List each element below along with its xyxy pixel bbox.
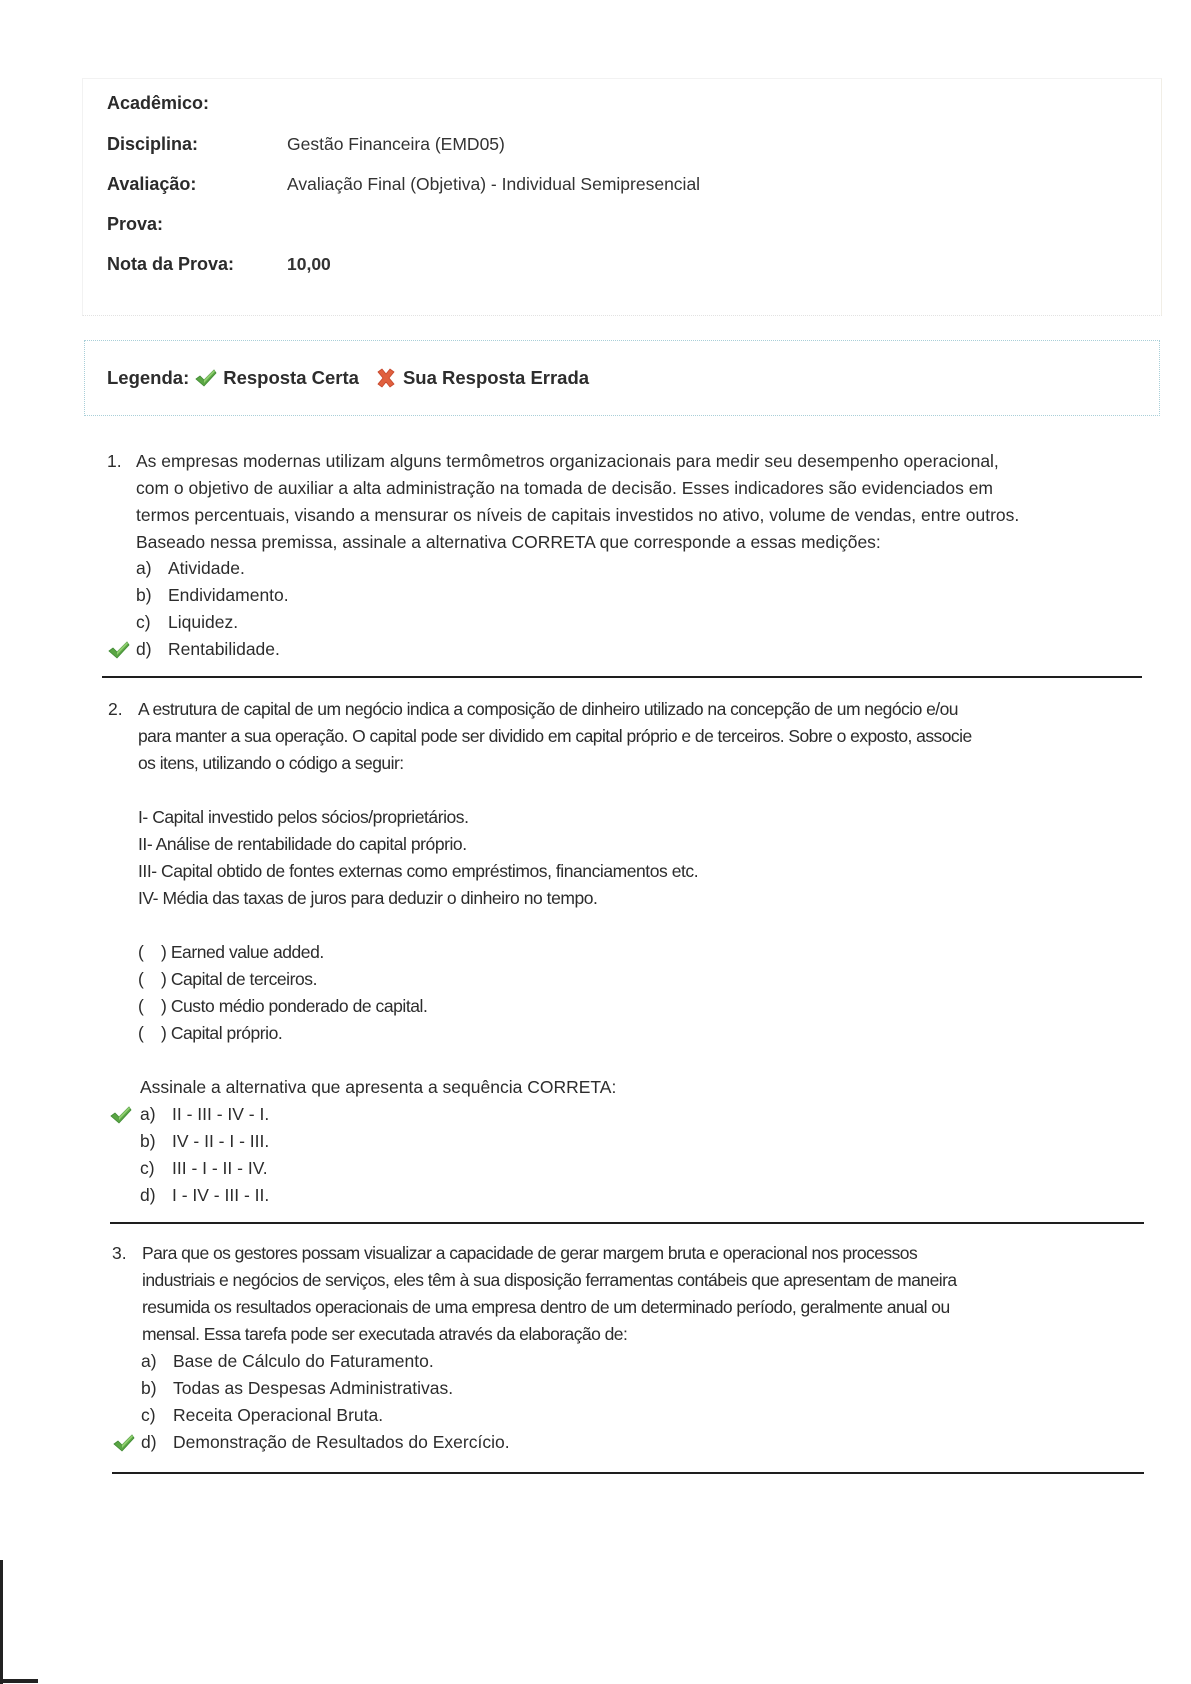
association-item: IV- Média das taxas de juros para deduzir o dinheiro no tempo. xyxy=(138,888,598,908)
option-b xyxy=(141,1375,453,1402)
info-row-prova xyxy=(107,209,287,239)
question-text xyxy=(136,448,1126,556)
option-c xyxy=(141,1402,383,1429)
question-text-line: Para que os gestores possam visualizar a capacidade de gerar margem bruta e operacional nos processos xyxy=(142,1243,918,1263)
scan-edge-bottom xyxy=(0,1679,38,1683)
option-text: Liquidez. xyxy=(168,612,239,632)
association-blank: ( ) Custo médio ponderado de capital. xyxy=(138,996,428,1016)
association-item: II- Análise de rentabilidade do capital próprio. xyxy=(138,834,467,854)
info-row-avaliacao xyxy=(107,169,700,199)
exam-score: 10,00 xyxy=(287,253,331,274)
option-text: Demonstração de Resultados do Exercício. xyxy=(173,1432,510,1452)
info-value: Gestão Financeira (EMD05) xyxy=(287,133,505,154)
association-item: I- Capital investido pelos sócios/proprietários. xyxy=(138,807,469,827)
option-text: Atividade. xyxy=(168,558,245,578)
association-blank: ( ) Capital próprio. xyxy=(138,1023,283,1043)
legend-box xyxy=(84,340,1160,416)
check-icon xyxy=(113,1433,135,1453)
option-letter: b) xyxy=(136,585,152,605)
legend-label: Legenda: xyxy=(107,367,190,388)
legend xyxy=(107,367,589,389)
option-letter: d) xyxy=(141,1432,157,1452)
question-number: 3. xyxy=(112,1243,127,1263)
question-text-line: resumida os resultados operacionais de uma empresa dentro de um determinado período, geralmente anual ou xyxy=(142,1297,950,1317)
cross-icon xyxy=(375,368,397,388)
option-text: Todas as Despesas Administrativas. xyxy=(173,1378,454,1398)
option-text: IV - II - I - III. xyxy=(172,1131,270,1151)
question-divider xyxy=(110,1222,1144,1224)
exam-info-box xyxy=(82,78,1162,316)
question-number: 2. xyxy=(108,699,123,719)
question-text-line: A estrutura de capital de um negócio indica a composição de dinheiro utilizado na concepção de um negócio e/ou xyxy=(138,699,958,719)
legend-wrong xyxy=(359,367,589,389)
option-text: III - I - II - IV. xyxy=(172,1158,268,1178)
option-text: Receita Operacional Bruta. xyxy=(173,1405,384,1425)
option-letter: b) xyxy=(140,1131,156,1151)
option-letter: d) xyxy=(140,1185,156,1205)
info-value: Avaliação Final (Objetiva) - Individual Semipresencial xyxy=(287,173,701,194)
option-letter: d) xyxy=(136,639,152,659)
option-a xyxy=(140,1101,269,1128)
option-text: Endividamento. xyxy=(168,585,289,605)
option-a xyxy=(141,1348,434,1375)
option-letter: a) xyxy=(136,558,152,578)
question-text-line: termos percentuais, visando a mensurar os níveis de capitais investidos no ativo, volume de vendas, entre outros. xyxy=(136,505,1020,525)
question-text-line: com o objetivo de auxiliar a alta administração na tomada de decisão. Esses indicadores são evidenciados em xyxy=(136,478,994,498)
question-number: 1. xyxy=(107,451,122,471)
question-text-line: os itens, utilizando o código a seguir: xyxy=(138,753,404,773)
option-letter: c) xyxy=(136,612,151,632)
info-row-academico xyxy=(107,88,287,118)
info-row-disciplina xyxy=(107,129,505,159)
scan-edge-left xyxy=(0,1560,3,1684)
option-d xyxy=(141,1429,510,1456)
question-text-line: industriais e negócios de serviços, eles têm à sua disposição ferramentas contábeis que apresentam de maneira xyxy=(142,1270,957,1290)
question-text-line: mensal. Essa tarefa pode ser executada através da elaboração de: xyxy=(142,1324,628,1344)
option-d xyxy=(140,1182,269,1209)
option-text: Rentabilidade. xyxy=(168,639,280,659)
association-blank: ( ) Capital de terceiros. xyxy=(138,969,317,989)
legend-correct-label: Resposta Certa xyxy=(223,367,359,388)
option-b xyxy=(136,582,289,609)
option-letter: a) xyxy=(141,1351,157,1371)
option-d xyxy=(136,636,280,663)
question-text-line: Baseado nessa premissa, assinale a alternativa CORRETA que corresponde a essas medições: xyxy=(136,532,881,552)
option-text: Base de Cálculo do Faturamento. xyxy=(173,1351,434,1371)
info-label: Prova: xyxy=(107,213,164,234)
option-b xyxy=(140,1128,269,1155)
legend-wrong-label: Sua Resposta Errada xyxy=(402,367,590,388)
info-label: Disciplina: xyxy=(107,133,199,154)
association-item: III- Capital obtido de fontes externas como empréstimos, financiamentos etc. xyxy=(138,861,699,881)
legend-correct xyxy=(189,367,359,389)
option-c xyxy=(136,609,238,636)
association-blank: ( ) Earned value added. xyxy=(138,942,324,962)
option-text: I - IV - III - II. xyxy=(172,1185,270,1205)
question-text-line: As empresas modernas utilizam alguns termômetros organizacionais para medir seu desempenho operacional, xyxy=(136,451,999,471)
option-c xyxy=(140,1155,268,1182)
check-icon xyxy=(108,640,130,660)
check-icon xyxy=(110,1105,132,1125)
option-letter: a) xyxy=(140,1104,156,1124)
option-text: II - III - IV - I. xyxy=(172,1104,270,1124)
info-label: Acadêmico: xyxy=(107,92,210,113)
question-divider xyxy=(112,1472,1144,1474)
question-text xyxy=(142,1240,1142,1348)
option-letter: c) xyxy=(141,1405,156,1425)
question-prompt: Assinale a alternativa que apresenta a sequência CORRETA: xyxy=(140,1077,617,1097)
question-text xyxy=(138,696,1148,777)
check-icon xyxy=(195,368,217,388)
info-label: Nota da Prova: xyxy=(107,253,235,274)
info-row-nota xyxy=(107,249,331,279)
option-letter: c) xyxy=(140,1158,155,1178)
option-letter: b) xyxy=(141,1378,157,1398)
option-a xyxy=(136,555,245,582)
info-label: Avaliação: xyxy=(107,173,197,194)
question-divider xyxy=(102,676,1142,678)
question-text-line: para manter a sua operação. O capital pode ser dividido em capital próprio e de terceiros. Sobre o exposto, associe xyxy=(138,726,972,746)
